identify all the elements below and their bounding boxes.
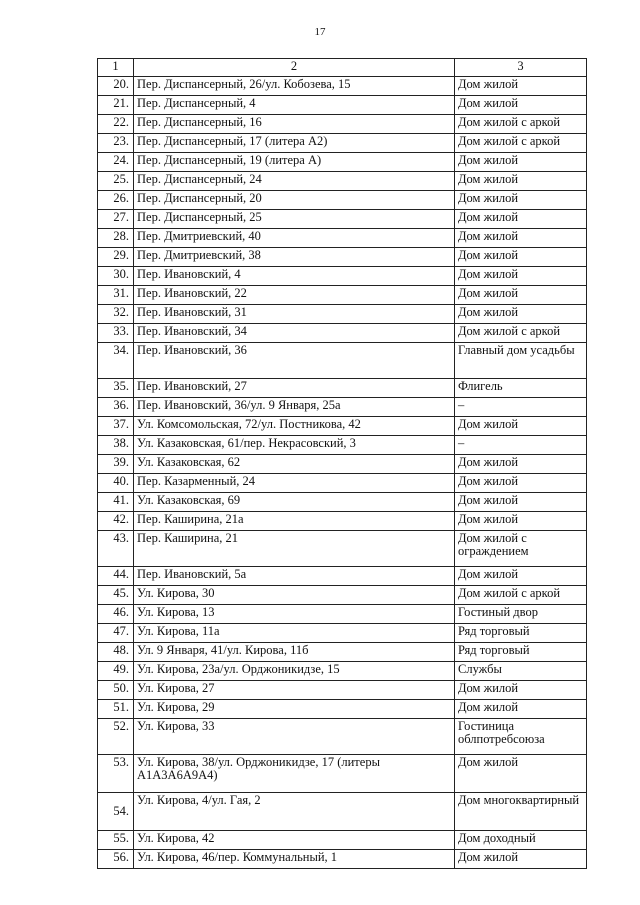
object-type-cell: Дом жилой bbox=[455, 681, 587, 700]
address-cell: Ул. Кирова, 29 bbox=[134, 700, 455, 719]
table-row bbox=[98, 417, 587, 436]
table-body bbox=[98, 59, 587, 869]
table-row bbox=[98, 755, 587, 793]
row-number-cell: 39. bbox=[98, 455, 134, 474]
object-type-cell: Дом жилой bbox=[455, 755, 587, 793]
object-type-cell: Дом жилой с ограждением bbox=[455, 531, 587, 567]
row-number-cell: 27. bbox=[98, 210, 134, 229]
address-cell: Пер. Дмитриевский, 40 bbox=[134, 229, 455, 248]
table-row bbox=[98, 379, 587, 398]
object-type-cell: Дом многоквартирный bbox=[455, 793, 587, 831]
table-row bbox=[98, 662, 587, 681]
table-row bbox=[98, 115, 587, 134]
table-row bbox=[98, 493, 587, 512]
row-number-cell: 56. bbox=[98, 850, 134, 869]
address-cell: Ул. Кирова, 30 bbox=[134, 586, 455, 605]
header-cell-type: 3 bbox=[455, 59, 587, 77]
header-cell-address: 2 bbox=[134, 59, 455, 77]
address-cell: Ул. 9 Января, 41/ул. Кирова, 11б bbox=[134, 643, 455, 662]
table-header-row bbox=[98, 59, 587, 77]
object-type-cell: Дом жилой bbox=[455, 153, 587, 172]
row-number-cell: 33. bbox=[98, 324, 134, 343]
table-row bbox=[98, 643, 587, 662]
table-row bbox=[98, 531, 587, 567]
object-type-cell: Службы bbox=[455, 662, 587, 681]
table-row bbox=[98, 719, 587, 755]
table-row bbox=[98, 586, 587, 605]
table-row bbox=[98, 343, 587, 379]
address-cell: Ул. Казаковская, 69 bbox=[134, 493, 455, 512]
row-number-cell: 28. bbox=[98, 229, 134, 248]
address-cell: Ул. Кирова, 27 bbox=[134, 681, 455, 700]
row-number-cell: 38. bbox=[98, 436, 134, 455]
address-cell: Ул. Кирова, 46/пер. Коммунальный, 1 bbox=[134, 850, 455, 869]
row-number-cell: 45. bbox=[98, 586, 134, 605]
object-type-cell: Дом жилой bbox=[455, 455, 587, 474]
object-type-cell: Дом жилой bbox=[455, 493, 587, 512]
row-number-cell: 25. bbox=[98, 172, 134, 191]
address-cell: Пер. Ивановский, 36 bbox=[134, 343, 455, 379]
table-row bbox=[98, 305, 587, 324]
row-number-cell: 24. bbox=[98, 153, 134, 172]
table-row bbox=[98, 96, 587, 115]
address-cell: Ул. Кирова, 42 bbox=[134, 831, 455, 850]
table-row bbox=[98, 77, 587, 96]
address-cell: Пер. Ивановский, 31 bbox=[134, 305, 455, 324]
row-number-cell: 47. bbox=[98, 624, 134, 643]
monuments-table bbox=[97, 58, 587, 869]
table-row bbox=[98, 134, 587, 153]
table-row bbox=[98, 700, 587, 719]
row-number-cell: 51. bbox=[98, 700, 134, 719]
table-row bbox=[98, 172, 587, 191]
object-type-cell: Дом жилой bbox=[455, 512, 587, 531]
table-row bbox=[98, 286, 587, 305]
object-type-cell: Гостиный двор bbox=[455, 605, 587, 624]
address-cell: Пер. Ивановский, 22 bbox=[134, 286, 455, 305]
address-cell: Ул. Кирова, 33 bbox=[134, 719, 455, 755]
row-number-cell: 44. bbox=[98, 567, 134, 586]
table-row bbox=[98, 624, 587, 643]
row-number-cell: 48. bbox=[98, 643, 134, 662]
row-number-cell: 52. bbox=[98, 719, 134, 755]
table-row bbox=[98, 567, 587, 586]
address-cell: Пер. Ивановский, 36/ул. 9 Января, 25а bbox=[134, 398, 455, 417]
row-number-cell: 34. bbox=[98, 343, 134, 379]
object-type-cell: – bbox=[455, 398, 587, 417]
object-type-cell: Дом жилой bbox=[455, 229, 587, 248]
row-number-cell: 46. bbox=[98, 605, 134, 624]
table-row bbox=[98, 681, 587, 700]
table-row bbox=[98, 831, 587, 850]
object-type-cell: Дом жилой с аркой bbox=[455, 324, 587, 343]
row-number-cell: 49. bbox=[98, 662, 134, 681]
header-cell-number: 1 bbox=[98, 59, 134, 77]
address-cell: Ул. Казаковская, 61/пер. Некрасовский, 3 bbox=[134, 436, 455, 455]
row-number-cell: 20. bbox=[98, 77, 134, 96]
table-row bbox=[98, 436, 587, 455]
address-cell: Пер. Диспансерный, 25 bbox=[134, 210, 455, 229]
table-row bbox=[98, 248, 587, 267]
object-type-cell: Дом жилой bbox=[455, 286, 587, 305]
object-type-cell: Дом жилой с аркой bbox=[455, 586, 587, 605]
table-row bbox=[98, 191, 587, 210]
object-type-cell: Флигель bbox=[455, 379, 587, 398]
object-type-cell: Дом жилой bbox=[455, 191, 587, 210]
address-cell: Пер. Диспансерный, 24 bbox=[134, 172, 455, 191]
address-cell: Пер. Каширина, 21а bbox=[134, 512, 455, 531]
object-type-cell: Дом жилой bbox=[455, 305, 587, 324]
row-number-cell: 30. bbox=[98, 267, 134, 286]
object-type-cell: Ряд торговый bbox=[455, 643, 587, 662]
object-type-cell: Дом жилой bbox=[455, 172, 587, 191]
address-cell: Пер. Дмитриевский, 38 bbox=[134, 248, 455, 267]
row-number-cell: 55. bbox=[98, 831, 134, 850]
address-cell: Ул. Кирова, 13 bbox=[134, 605, 455, 624]
address-cell: Ул. Комсомольская, 72/ул. Постникова, 42 bbox=[134, 417, 455, 436]
address-cell: Ул. Кирова, 4/ул. Гая, 2 bbox=[134, 793, 455, 831]
object-type-cell: Дом жилой bbox=[455, 96, 587, 115]
address-cell: Пер. Ивановский, 4 bbox=[134, 267, 455, 286]
object-type-cell: Дом жилой bbox=[455, 210, 587, 229]
object-type-cell: Главный дом усадьбы bbox=[455, 343, 587, 379]
address-cell: Пер. Казарменный, 24 bbox=[134, 474, 455, 493]
object-type-cell: Дом жилой bbox=[455, 77, 587, 96]
table-row bbox=[98, 324, 587, 343]
row-number-cell: 22. bbox=[98, 115, 134, 134]
row-number-cell: 37. bbox=[98, 417, 134, 436]
address-cell: Ул. Казаковская, 62 bbox=[134, 455, 455, 474]
object-type-cell: Дом жилой с аркой bbox=[455, 115, 587, 134]
address-cell: Пер. Диспансерный, 4 bbox=[134, 96, 455, 115]
object-type-cell: Дом жилой bbox=[455, 267, 587, 286]
row-number-cell: 31. bbox=[98, 286, 134, 305]
object-type-cell: Дом жилой bbox=[455, 567, 587, 586]
row-number-cell: 42. bbox=[98, 512, 134, 531]
address-cell: Пер. Ивановский, 5а bbox=[134, 567, 455, 586]
table-row bbox=[98, 267, 587, 286]
row-number-cell: 53. bbox=[98, 755, 134, 793]
row-number-cell: 36. bbox=[98, 398, 134, 417]
row-number-cell: 41. bbox=[98, 493, 134, 512]
address-cell: Пер. Диспансерный, 17 (литера А2) bbox=[134, 134, 455, 153]
object-type-cell: Дом жилой bbox=[455, 700, 587, 719]
object-type-cell: – bbox=[455, 436, 587, 455]
address-cell: Ул. Кирова, 38/ул. Орджоникидзе, 17 (литеры А1А3А6А9А4) bbox=[134, 755, 455, 793]
row-number-cell: 23. bbox=[98, 134, 134, 153]
object-type-cell: Ряд торговый bbox=[455, 624, 587, 643]
address-cell: Пер. Ивановский, 34 bbox=[134, 324, 455, 343]
object-type-cell: Дом жилой с аркой bbox=[455, 134, 587, 153]
address-cell: Пер. Диспансерный, 26/ул. Кобозева, 15 bbox=[134, 77, 455, 96]
address-cell: Ул. Кирова, 23а/ул. Орджоникидзе, 15 bbox=[134, 662, 455, 681]
table-row bbox=[98, 153, 587, 172]
table-row bbox=[98, 512, 587, 531]
address-cell: Пер. Диспансерный, 16 bbox=[134, 115, 455, 134]
row-number-cell: 32. bbox=[98, 305, 134, 324]
object-type-cell: Дом доходный bbox=[455, 831, 587, 850]
object-type-cell: Дом жилой bbox=[455, 417, 587, 436]
row-number-cell: 43. bbox=[98, 531, 134, 567]
object-type-cell: Дом жилой bbox=[455, 850, 587, 869]
address-cell: Пер. Ивановский, 27 bbox=[134, 379, 455, 398]
row-number-cell: 29. bbox=[98, 248, 134, 267]
address-cell: Пер. Каширина, 21 bbox=[134, 531, 455, 567]
table-row bbox=[98, 793, 587, 831]
row-number-cell: 21. bbox=[98, 96, 134, 115]
row-number-cell: 40. bbox=[98, 474, 134, 493]
table-row bbox=[98, 455, 587, 474]
object-type-cell: Дом жилой bbox=[455, 474, 587, 493]
address-cell: Ул. Кирова, 11а bbox=[134, 624, 455, 643]
object-type-cell: Гостиница облпотребсоюза bbox=[455, 719, 587, 755]
table-row bbox=[98, 474, 587, 493]
table-row bbox=[98, 229, 587, 248]
row-number-cell: 35. bbox=[98, 379, 134, 398]
row-number-cell: 54. bbox=[98, 793, 134, 831]
row-number-cell: 26. bbox=[98, 191, 134, 210]
row-number-cell: 50. bbox=[98, 681, 134, 700]
page-number: 17 bbox=[314, 26, 326, 38]
table-row bbox=[98, 605, 587, 624]
table-row bbox=[98, 850, 587, 869]
table-row bbox=[98, 210, 587, 229]
address-cell: Пер. Диспансерный, 19 (литера А) bbox=[134, 153, 455, 172]
address-cell: Пер. Диспансерный, 20 bbox=[134, 191, 455, 210]
object-type-cell: Дом жилой bbox=[455, 248, 587, 267]
table-row bbox=[98, 398, 587, 417]
